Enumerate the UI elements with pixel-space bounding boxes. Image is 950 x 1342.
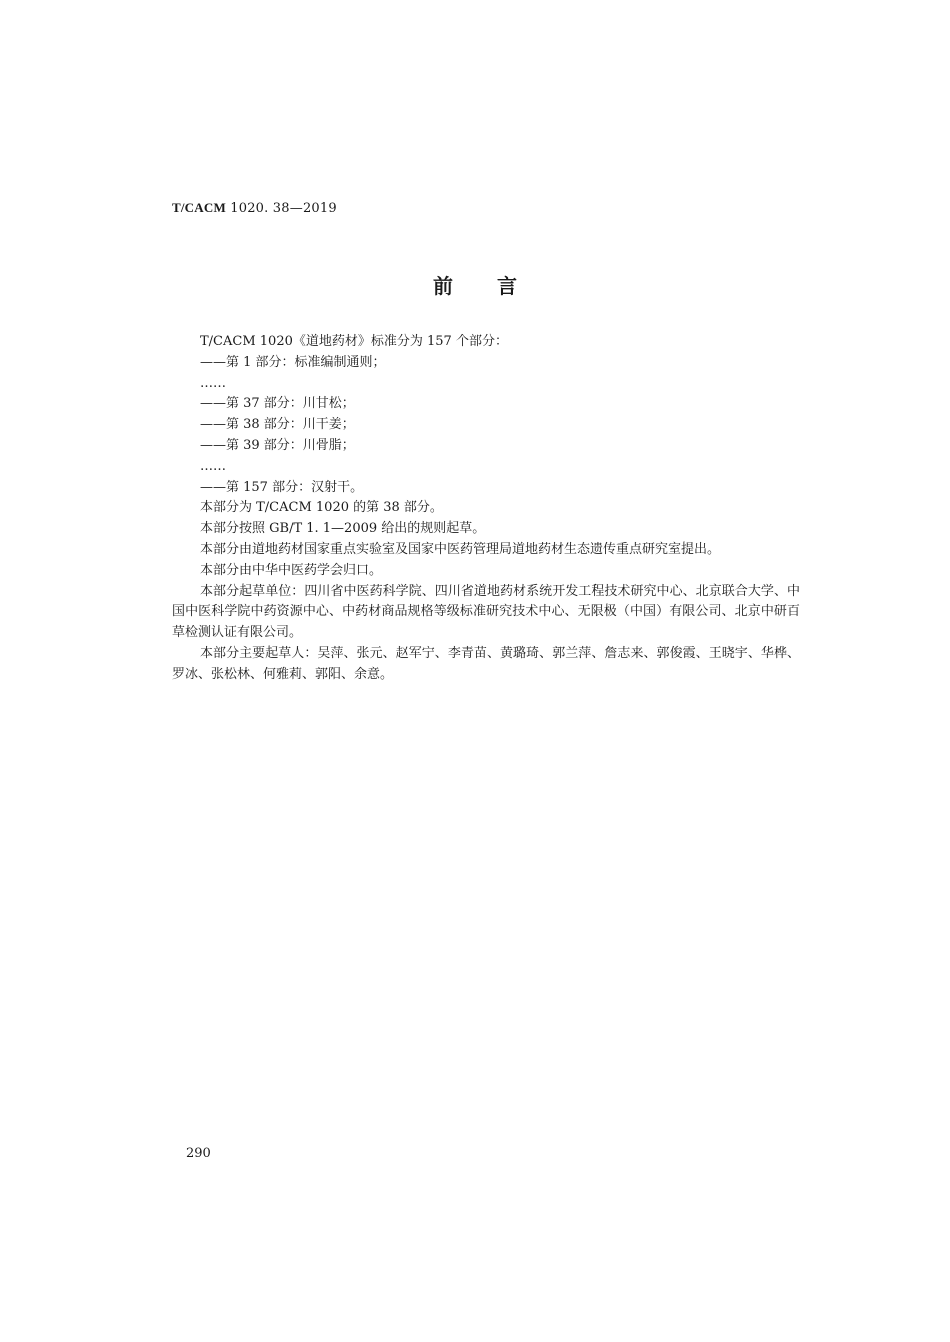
part-item: ——第 39 部分：川骨脂；	[200, 437, 355, 453]
standard-code	[172, 200, 337, 216]
statement-line: 本部分按照 GB/T 1. 1—2009 给出的规则起草。	[200, 521, 486, 537]
foreword-body	[172, 332, 800, 686]
part-item: ——第 38 部分：川干姜；	[200, 417, 355, 433]
part-item: ——第 37 部分：川甘松；	[200, 396, 355, 412]
part-item: ——第 157 部分：汉射干。	[200, 479, 364, 495]
ellipsis: ……	[200, 458, 226, 474]
statement-line: 本部分为 T/CACM 1020 的第 38 部分。	[200, 500, 443, 516]
standard-code-prefix: T/CACM	[172, 200, 226, 215]
part-item: ——第 1 部分：标准编制通则；	[200, 354, 386, 370]
standard-code-suffix: 1020. 38—2019	[225, 201, 337, 216]
drafters-paragraph: 本部分主要起草人：吴萍、张元、赵军宁、李青苗、黄璐琦、郭兰萍、詹志来、郭俊霞、王晓宇、华桦、罗冰、张松林、何雅莉、郭阳、余意。	[172, 645, 800, 682]
page-title: 前言	[433, 274, 561, 298]
statement-line: 本部分由中华中医药学会归口。	[200, 562, 383, 578]
statement-line: 本部分由道地药材国家重点实验室及国家中医药管理局道地药材生态遗传重点研究室提出。	[200, 541, 721, 557]
intro-line: T/CACM 1020《道地药材》标准分为 157 个部分：	[200, 334, 508, 349]
ellipsis: ……	[200, 375, 226, 391]
page-number: 290	[186, 1146, 211, 1161]
drafting-units-paragraph: 本部分起草单位：四川省中医药科学院、四川省道地药材系统开发工程技术研究中心、北京联合大学、中国中医科学院中药资源中心、中药材商品规格等级标准研究技术中心、无限极（中国）有限公司、北京中研百草检测认证有限公司。	[172, 583, 800, 641]
